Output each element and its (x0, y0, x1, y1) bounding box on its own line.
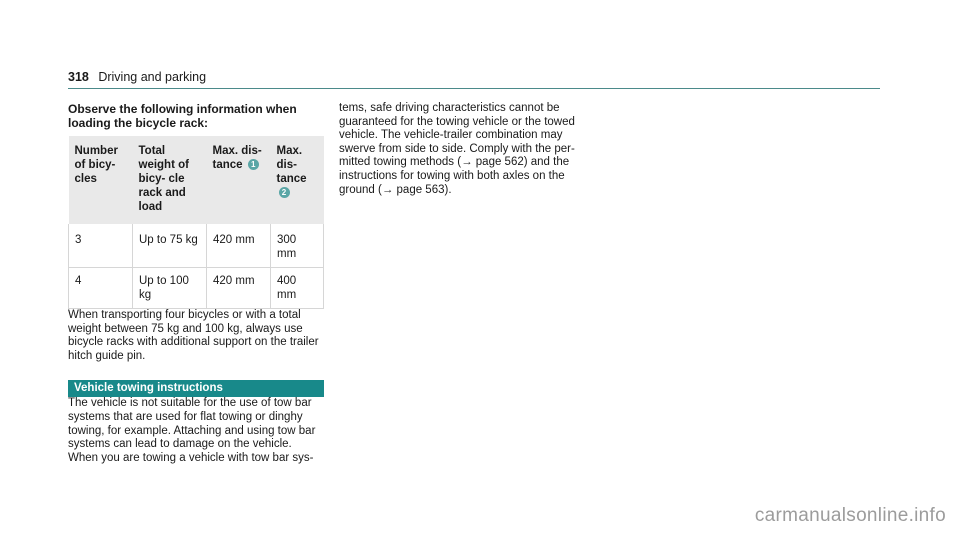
table-cell: 3 (69, 224, 133, 268)
header-divider (68, 88, 880, 89)
header-number-of-bicycles: Number of bicy- cles (69, 136, 133, 224)
section-heading: Vehicle towing instructions (68, 380, 324, 397)
left-column (68, 102, 324, 465)
table-intro: Observe the following information when loading the bicycle rack: (68, 102, 297, 130)
table-row (69, 268, 324, 309)
bicycle-rack-table (68, 136, 324, 309)
table-cell: 4 (69, 268, 133, 309)
table-cell: 420 mm (207, 268, 271, 309)
weight-note: When transporting four bicycles or with a total weight between 75 kg and 100 kg, always use bicycle racks with additional support on the trailer hitch guide pin. (68, 309, 319, 362)
table-header-row (69, 136, 324, 224)
marker-2-icon: 2 (279, 187, 290, 198)
header-total-weight: Total weight of bicy- cle rack and load (133, 136, 207, 224)
watermark-text: carmanualsonline.info (754, 505, 946, 526)
section-name: Driving and parking (98, 70, 207, 84)
header-max-distance-2: Max. dis- tance 2 (271, 136, 324, 224)
table-cell: 420 mm (207, 224, 271, 268)
page-header (68, 70, 206, 84)
table-cell: Up to 100 kg (133, 268, 207, 309)
header-max-distance-1: Max. dis- tance 1 (207, 136, 271, 224)
marker-1-icon: 1 (248, 159, 259, 170)
table-cell: 400 mm (271, 268, 324, 309)
table-cell: 300 mm (271, 224, 324, 268)
table-cell: Up to 75 kg (133, 224, 207, 268)
right-column (339, 102, 595, 197)
table-row (69, 224, 324, 268)
page-number: 318 (68, 70, 89, 84)
towing-instructions-continued: tems, safe driving characteristics cannot be guaranteed for the towing vehicle or the towed vehicle. The vehicle-trailer combination may swerve from side to side. Comply with the per- mitted towing methods (→ page 562) and the instructions for towing with both axles on the ground (→ page 563). (339, 102, 575, 196)
towing-instructions-text: The vehicle is not suitable for the use of tow bar systems that are used for flat towing or dinghy towing, for example. Attaching and using tow bar systems can lead to damage on the vehicle. When you are towing a vehicle with tow bar sys- (68, 397, 316, 464)
